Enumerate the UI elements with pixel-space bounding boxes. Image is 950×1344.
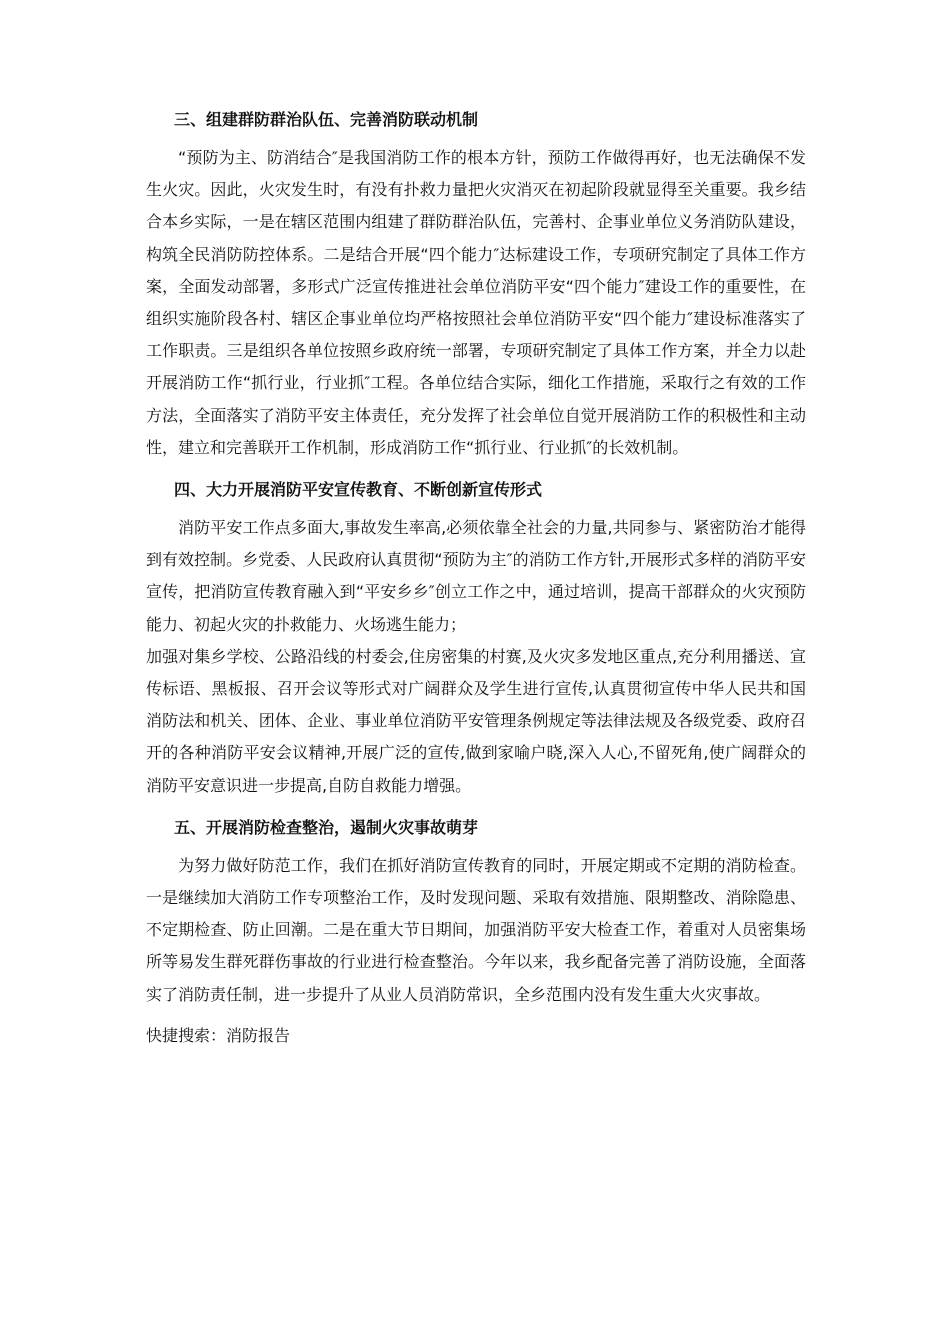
section-4	[146, 474, 806, 802]
quick-search-link[interactable]: 快捷搜索：消防报告	[146, 1025, 291, 1045]
paragraph: 消防平安工作点多面大,事故发生率高,必须依靠全社会的力量,共同参与、紧密防治才能得到有效控制。乡党委、人民政府认真贯彻“预防为主″的消防工作方针,开展形式多样的消防平安宣传，把消防宣传教育融入到“平安乡乡″创立工作之中，通过培训，提高干部群众的火灾预防能力、初起火灾的扑救能力、火场逃生能力；	[146, 518, 806, 634]
paragraph: 为努力做好防范工作，我们在抓好消防宣传教育的同时，开展定期或不定期的消防检查。一是继续加大消防工作专项整治工作，及时发现问题、采取有效措施、限期整改、消除隐患、不定期检查、防止回潮。二是在重大节日期间，加强消防平安大检查工作，着重对人员密集场所等易发生群死群伤事故的行业进行检查整治。今年以来，我乡配备完善了消防设施，全面落实了消防责任制，进一步提升了从业人员消防常识，全乡范围内没有发生重大火灾事故。	[146, 855, 806, 1004]
section-heading: 三、组建群防群治队伍、完善消防联动机制	[174, 110, 479, 129]
paragraph: “预防为主、防消结合″是我国消防工作的根本方针，预防工作做得再好，也无法确保不发生火灾。因此，火灾发生时，有没有扑救力量把火灾消灭在初起阶段就显得至关重要。我乡结合本乡实际，一是在辖区范围内组建了群防群治队伍，完善村、企事业单位义务消防队建设，构筑全民消防防控体系。二是结合开展“四个能力″达标建设工作，专项研究制定了具体工作方案，全面发动部署，多形式广泛宣传推进社会单位消防平安“四个能力″建设工作的重要性，在组织实施阶段各村、辖区企事业单位均严格按照社会单位消防平安“四个能力″建设标准落实了工作职责。三是组织各单位按照乡政府统一部署，专项研究制定了具体工作方案，并全力以赴开展消防工作“抓行业，行业抓″工程。各单位结合实际，细化工作措施，采取行之有效的工作方法，全面落实了消防平安主体责任，充分发挥了社会单位自觉开展消防工作的积极性和主动性，建立和完善联开工作机制，形成消防工作“抓行业、行业抓″的长效机制。	[146, 148, 806, 457]
section-heading: 五、开展消防检查整治，遏制火灾事故萌芽	[174, 817, 479, 837]
document-page	[146, 104, 806, 1051]
section-3	[146, 104, 806, 464]
section-heading: 四、大力开展消防平安宣传教育、不断创新宣传形式	[174, 480, 543, 500]
section-5	[146, 812, 806, 1011]
paragraph: 加强对集乡学校、公路沿线的村委会,住房密集的村赛,及火灾多发地区重点,充分利用播送、宣传标语、黑板报、召开会议等形式对广阔群众及学生进行宣传,认真贯彻宣传中华人民共和国消防法和机关、团体、企业、事业单位消防平安管理条例规定等法律法规及各级党委、政府召开的各种消防平安会议精神,开展广泛的宣传,做到家喻户晓,深入人心,不留死角,使广阔群众的消防平安意识进一步提高,自防自救能力增强。	[146, 646, 806, 795]
